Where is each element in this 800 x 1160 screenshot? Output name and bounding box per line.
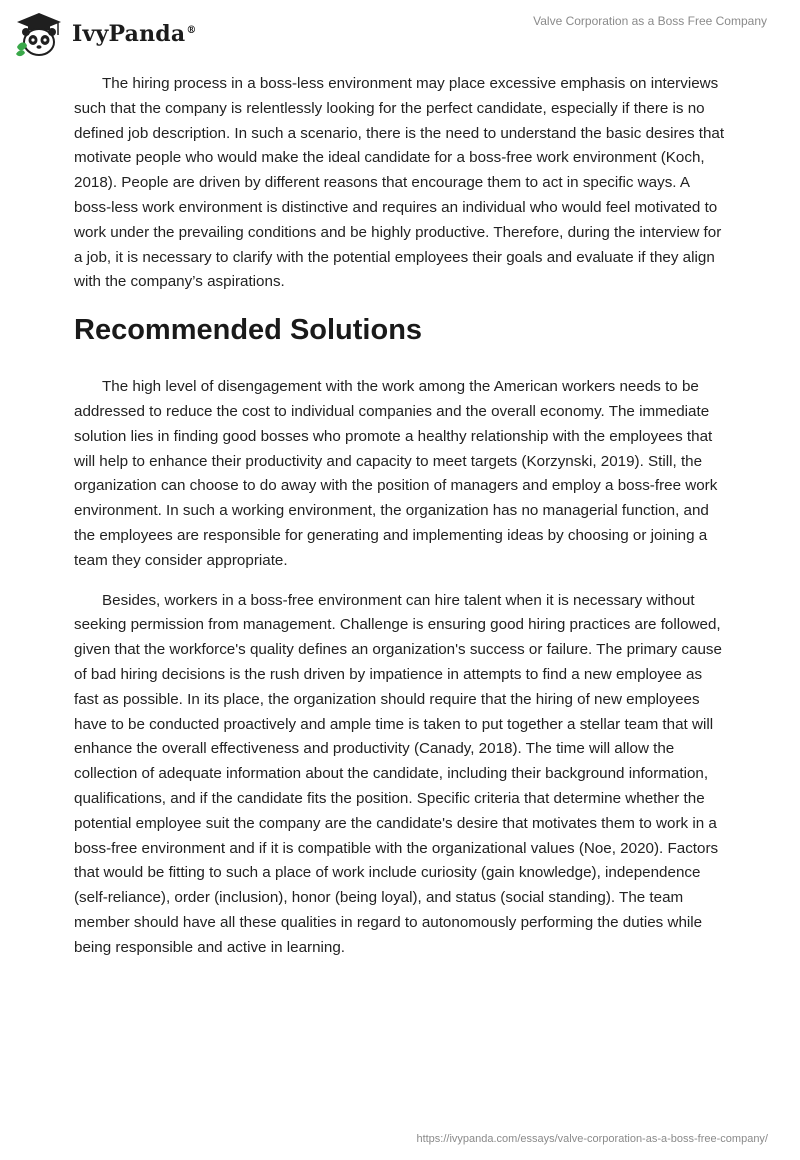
paragraph-hiring-talent: Besides, workers in a boss-free environment can hire talent when it is necessary without seeking permission from management. Challenge is ensuring good hiring practices are followed, given that the workforce's quality defines an organization's success or failure. The primary cause of bad hiring decisions is the rush driven by impatience in attempts to find a new employee as fast as possible. In its place, the organization should require that the hiring of new employees have to be conducted proactively and ample time is taken to put together a stellar team that will enhance the overall effectiveness and productivity (Canady, 2018). The time will allow the collection of adequate information about the candidate, including their background information, qualifications, and if the candidate fits the position. Specific criteria that determine whether the potential employee suit the company are the candidate's desire that motivates them to work in a boss-free environment and if it is compatible with the organizational values (Noe, 2020). Factors that would be fitting to such a place of work include curiosity (gain knowledge), independence (self-reliance), order (inclusion), honor (being loyal), and status (social standing). The team member should have all these qualities in regard to autonomously performing the duties while being responsible and active in learning. bbox=[74, 591, 722, 956]
page-header bbox=[0, 0, 800, 70]
registered-mark: ® bbox=[186, 24, 197, 36]
logo-text: IvyPanda bbox=[72, 21, 186, 47]
document-title: Valve Corporation as a Boss Free Company bbox=[533, 14, 767, 28]
source-url-link[interactable]: https://ivypanda.com/essays/valve-corporation-as-a-boss-free-company/ bbox=[416, 1133, 768, 1145]
logo-wordmark bbox=[72, 23, 197, 45]
ivypanda-logo[interactable] bbox=[14, 11, 197, 57]
essay-content bbox=[74, 72, 726, 976]
paragraph-hiring-process: The hiring process in a boss-less environment may place excessive emphasis on interviews such that the company is relentlessly looking for the perfect candidate, especially if there is no defined job description. In such a scenario, there is the need to understand the basic desires that motivate people who would make the ideal candidate for a boss-free work environment (Koch, 2018). People are driven by different reasons that encourage them to act in specific ways. A boss-less work environment is distinctive and requires an individual who would feel motivated to work under the prevailing conditions and be highly productive. Therefore, during the interview for a job, it is necessary to clarify with the potential employees their goals and evaluate if they align with the company’s aspirations. bbox=[74, 75, 725, 291]
section-heading: Recommended Solutions bbox=[74, 314, 423, 347]
paragraph-disengagement: The high level of disengagement with the work among the American workers needs to be addressed to reduce the cost to individual companies and the overall economy. The immediate solution lies in finding good bosses who promote a healthy relationship with the employees that will help to enhance their productivity and capacity to meet targets (Korzynski, 2019). Still, the organization can choose to do away with the position of managers and employ a boss-free work environment. In such a working environment, the organization has no managerial function, and the employees are responsible for generating and implementing ideas by choosing or joining a team they consider appropriate. bbox=[74, 378, 718, 569]
panda-graduate-icon bbox=[14, 11, 64, 57]
